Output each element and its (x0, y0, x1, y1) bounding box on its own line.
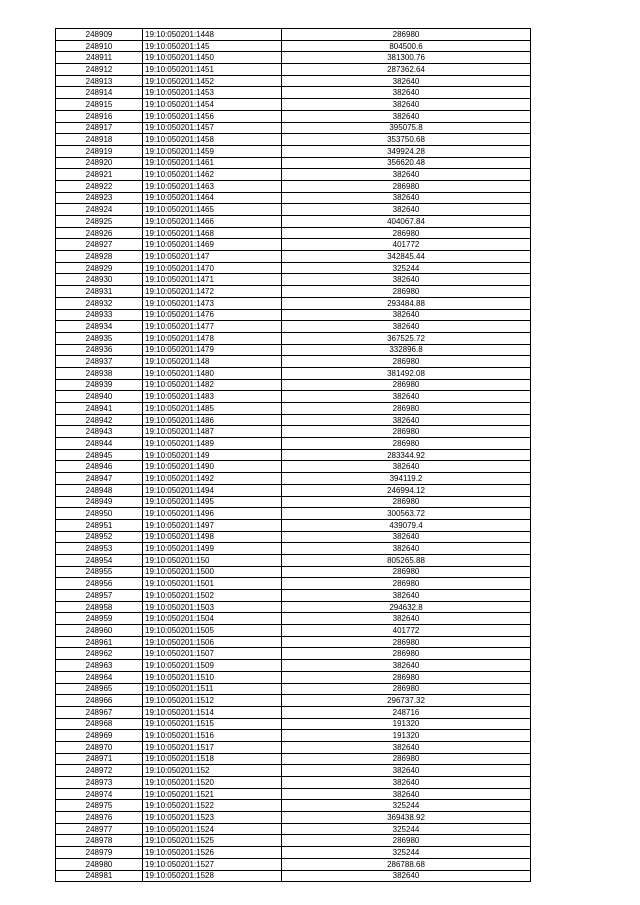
value-cell: 325244 (282, 823, 531, 835)
cadastral-number-cell: 19:10:050201:1509 (143, 660, 282, 672)
cadastral-number-cell: 19:10:050201:1517 (143, 741, 282, 753)
value-cell: 382640 (282, 613, 531, 625)
cadastral-number-cell: 19:10:050201:1510 (143, 671, 282, 683)
table-row (56, 636, 531, 648)
cadastral-number-cell: 19:10:050201:1497 (143, 519, 282, 531)
table-row (56, 180, 531, 192)
row-number-cell: 248918 (56, 134, 143, 146)
table-row (56, 367, 531, 379)
row-number-cell: 248975 (56, 800, 143, 812)
row-number-cell: 248934 (56, 321, 143, 333)
row-number-cell: 248973 (56, 777, 143, 789)
row-number-cell: 248931 (56, 286, 143, 298)
table-row (56, 706, 531, 718)
row-number-cell: 248942 (56, 414, 143, 426)
cadastral-number-cell: 19:10:050201:1520 (143, 777, 282, 789)
row-number-cell: 248922 (56, 180, 143, 192)
table-row (56, 262, 531, 274)
table-row (56, 426, 531, 438)
row-number-cell: 248967 (56, 706, 143, 718)
value-cell: 325244 (282, 800, 531, 812)
row-number-cell: 248946 (56, 461, 143, 473)
value-cell: 286980 (282, 227, 531, 239)
value-cell: 286980 (282, 29, 531, 41)
value-cell: 382640 (282, 204, 531, 216)
row-number-cell: 248911 (56, 52, 143, 64)
table-row (56, 52, 531, 64)
cadastral-number-cell: 19:10:050201:1485 (143, 403, 282, 415)
value-cell: 369438.92 (282, 812, 531, 824)
cadastral-number-cell: 19:10:050201:1514 (143, 706, 282, 718)
table-row (56, 800, 531, 812)
row-number-cell: 248950 (56, 508, 143, 520)
table-row (56, 484, 531, 496)
row-number-cell: 248915 (56, 99, 143, 111)
cadastral-number-cell: 19:10:050201:1473 (143, 297, 282, 309)
table-row (56, 683, 531, 695)
cadastral-number-cell: 19:10:050201:1499 (143, 543, 282, 555)
cadastral-number-cell: 19:10:050201:1472 (143, 286, 282, 298)
table-row (56, 449, 531, 461)
row-number-cell: 248932 (56, 297, 143, 309)
table-row (56, 777, 531, 789)
value-cell: 382640 (282, 788, 531, 800)
cadastral-number-cell: 19:10:050201:1461 (143, 157, 282, 169)
row-number-cell: 248964 (56, 671, 143, 683)
table-row (56, 718, 531, 730)
cadastral-number-cell: 19:10:050201:1458 (143, 134, 282, 146)
row-number-cell: 248977 (56, 823, 143, 835)
table-row (56, 671, 531, 683)
document-sheet (55, 28, 531, 882)
table-row (56, 788, 531, 800)
value-cell: 382640 (282, 99, 531, 111)
value-cell: 349924.28 (282, 145, 531, 157)
row-number-cell: 248953 (56, 543, 143, 555)
table-row (56, 543, 531, 555)
cadastral-number-cell: 19:10:050201:1468 (143, 227, 282, 239)
row-number-cell: 248966 (56, 695, 143, 707)
value-cell: 248716 (282, 706, 531, 718)
value-cell: 325244 (282, 262, 531, 274)
value-cell: 286980 (282, 753, 531, 765)
table-row (56, 134, 531, 146)
value-cell: 286980 (282, 636, 531, 648)
cadastral-number-cell: 19:10:050201:1527 (143, 858, 282, 870)
cadastral-number-cell: 19:10:050201:1526 (143, 847, 282, 859)
cadastral-number-cell: 19:10:050201:1507 (143, 648, 282, 660)
row-number-cell: 248937 (56, 356, 143, 368)
cadastral-number-cell: 19:10:050201:1483 (143, 391, 282, 403)
value-cell: 381300.76 (282, 52, 531, 64)
table-row (56, 251, 531, 263)
table-row (56, 344, 531, 356)
cadastral-number-cell: 19:10:050201:1525 (143, 835, 282, 847)
row-number-cell: 248941 (56, 403, 143, 415)
value-cell: 394119.2 (282, 473, 531, 485)
table-row (56, 145, 531, 157)
row-number-cell: 248954 (56, 554, 143, 566)
table-row (56, 847, 531, 859)
value-cell: 286980 (282, 648, 531, 660)
table-row (56, 356, 531, 368)
value-cell: 191320 (282, 718, 531, 730)
value-cell: 382640 (282, 660, 531, 672)
table-row (56, 403, 531, 415)
value-cell: 286980 (282, 180, 531, 192)
table-row (56, 391, 531, 403)
row-number-cell: 248936 (56, 344, 143, 356)
row-number-cell: 248981 (56, 870, 143, 882)
value-cell: 382640 (282, 590, 531, 602)
cadastral-number-cell: 19:10:050201:1476 (143, 309, 282, 321)
value-cell: 382640 (282, 169, 531, 181)
value-cell: 382640 (282, 321, 531, 333)
table-row (56, 519, 531, 531)
value-cell: 286980 (282, 379, 531, 391)
table-row (56, 122, 531, 134)
row-number-cell: 248945 (56, 449, 143, 461)
row-number-cell: 248965 (56, 683, 143, 695)
cadastral-number-cell: 19:10:050201:1506 (143, 636, 282, 648)
row-number-cell: 248956 (56, 578, 143, 590)
table-row (56, 870, 531, 882)
row-number-cell: 248951 (56, 519, 143, 531)
row-number-cell: 248960 (56, 625, 143, 637)
cadastral-number-cell: 19:10:050201:1498 (143, 531, 282, 543)
row-number-cell: 248920 (56, 157, 143, 169)
value-cell: 286980 (282, 578, 531, 590)
cadastral-number-cell: 19:10:050201:1450 (143, 52, 282, 64)
cadastral-number-cell: 19:10:050201:1466 (143, 216, 282, 228)
cadastral-number-cell: 19:10:050201:1479 (143, 344, 282, 356)
cadastral-number-cell: 19:10:050201:152 (143, 765, 282, 777)
cadastral-number-cell: 19:10:050201:1503 (143, 601, 282, 613)
cadastral-number-cell: 19:10:050201:1456 (143, 110, 282, 122)
table-row (56, 274, 531, 286)
table-row (56, 730, 531, 742)
cadastral-number-cell: 19:10:050201:1512 (143, 695, 282, 707)
row-number-cell: 248935 (56, 332, 143, 344)
cadastral-number-cell: 19:10:050201:1516 (143, 730, 282, 742)
value-cell: 382640 (282, 274, 531, 286)
table-row (56, 216, 531, 228)
value-cell: 382640 (282, 765, 531, 777)
cadastral-number-cell: 19:10:050201:1451 (143, 64, 282, 76)
value-cell: 382640 (282, 777, 531, 789)
table-row (56, 578, 531, 590)
value-cell: 286980 (282, 835, 531, 847)
row-number-cell: 248924 (56, 204, 143, 216)
table-row (56, 286, 531, 298)
value-cell: 382640 (282, 391, 531, 403)
value-cell: 381492.08 (282, 367, 531, 379)
cadastral-number-cell: 19:10:050201:1518 (143, 753, 282, 765)
value-cell: 294632.8 (282, 601, 531, 613)
value-cell: 286980 (282, 286, 531, 298)
row-number-cell: 248958 (56, 601, 143, 613)
row-number-cell: 248972 (56, 765, 143, 777)
table-row (56, 192, 531, 204)
row-number-cell: 248969 (56, 730, 143, 742)
table-row (56, 613, 531, 625)
cadastral-number-cell: 19:10:050201:1501 (143, 578, 282, 590)
value-cell: 804500.6 (282, 40, 531, 52)
value-cell: 382640 (282, 870, 531, 882)
value-cell: 332896.8 (282, 344, 531, 356)
table-row (56, 473, 531, 485)
row-number-cell: 248916 (56, 110, 143, 122)
value-cell: 382640 (282, 531, 531, 543)
table-row (56, 438, 531, 450)
value-cell: 287362.64 (282, 64, 531, 76)
cadastral-value-table (55, 28, 531, 882)
cadastral-number-cell: 19:10:050201:1522 (143, 800, 282, 812)
cadastral-number-cell: 19:10:050201:1490 (143, 461, 282, 473)
table-row (56, 29, 531, 41)
cadastral-number-cell: 19:10:050201:1469 (143, 239, 282, 251)
value-cell: 353750.68 (282, 134, 531, 146)
table-row (56, 531, 531, 543)
cadastral-number-cell: 19:10:050201:1523 (143, 812, 282, 824)
table-row (56, 648, 531, 660)
cadastral-number-cell: 19:10:050201:1477 (143, 321, 282, 333)
cadastral-number-cell: 19:10:050201:1452 (143, 75, 282, 87)
value-cell: 286788.68 (282, 858, 531, 870)
table-row (56, 332, 531, 344)
value-cell: 382640 (282, 543, 531, 555)
value-cell: 382640 (282, 309, 531, 321)
cadastral-number-cell: 19:10:050201:1457 (143, 122, 282, 134)
cadastral-number-cell: 19:10:050201:1504 (143, 613, 282, 625)
cadastral-number-cell: 19:10:050201:1528 (143, 870, 282, 882)
cadastral-number-cell: 19:10:050201:1502 (143, 590, 282, 602)
row-number-cell: 248947 (56, 473, 143, 485)
table-row (56, 508, 531, 520)
cadastral-number-cell: 19:10:050201:1515 (143, 718, 282, 730)
cadastral-number-cell: 19:10:050201:1465 (143, 204, 282, 216)
table-row (56, 64, 531, 76)
row-number-cell: 248949 (56, 496, 143, 508)
table-row (56, 87, 531, 99)
table-row (56, 765, 531, 777)
row-number-cell: 248925 (56, 216, 143, 228)
row-number-cell: 248938 (56, 367, 143, 379)
value-cell: 286980 (282, 566, 531, 578)
row-number-cell: 248910 (56, 40, 143, 52)
value-cell: 286980 (282, 671, 531, 683)
table-row (56, 461, 531, 473)
cadastral-number-cell: 19:10:050201:145 (143, 40, 282, 52)
row-number-cell: 248939 (56, 379, 143, 391)
value-cell: 283344.92 (282, 449, 531, 461)
cadastral-number-cell: 19:10:050201:147 (143, 251, 282, 263)
value-cell: 439079.4 (282, 519, 531, 531)
cadastral-number-cell: 19:10:050201:1470 (143, 262, 282, 274)
table-row (56, 660, 531, 672)
row-number-cell: 248957 (56, 590, 143, 602)
table-row (56, 110, 531, 122)
cadastral-number-cell: 19:10:050201:1459 (143, 145, 282, 157)
value-cell: 300563.72 (282, 508, 531, 520)
cadastral-number-cell: 19:10:050201:1505 (143, 625, 282, 637)
value-cell: 356620.48 (282, 157, 531, 169)
table-row (56, 309, 531, 321)
row-number-cell: 248944 (56, 438, 143, 450)
cadastral-number-cell: 19:10:050201:1454 (143, 99, 282, 111)
row-number-cell: 248952 (56, 531, 143, 543)
table-row (56, 379, 531, 391)
table-row (56, 99, 531, 111)
table-row (56, 496, 531, 508)
value-cell: 401772 (282, 625, 531, 637)
row-number-cell: 248921 (56, 169, 143, 181)
table-row (56, 554, 531, 566)
value-cell: 404067.84 (282, 216, 531, 228)
cadastral-number-cell: 19:10:050201:1492 (143, 473, 282, 485)
row-number-cell: 248959 (56, 613, 143, 625)
table-row (56, 823, 531, 835)
table-row (56, 227, 531, 239)
value-cell: 805265.88 (282, 554, 531, 566)
table-row (56, 566, 531, 578)
value-cell: 395075.8 (282, 122, 531, 134)
cadastral-number-cell: 19:10:050201:1495 (143, 496, 282, 508)
value-cell: 382640 (282, 110, 531, 122)
row-number-cell: 248912 (56, 64, 143, 76)
value-cell: 382640 (282, 414, 531, 426)
cadastral-number-cell: 19:10:050201:1487 (143, 426, 282, 438)
value-cell: 286980 (282, 683, 531, 695)
cadastral-number-cell: 19:10:050201:1524 (143, 823, 282, 835)
value-cell: 286980 (282, 426, 531, 438)
value-cell: 286980 (282, 403, 531, 415)
table-row (56, 204, 531, 216)
row-number-cell: 248917 (56, 122, 143, 134)
table-row (56, 625, 531, 637)
cadastral-number-cell: 19:10:050201:1471 (143, 274, 282, 286)
table-row (56, 590, 531, 602)
value-cell: 286980 (282, 496, 531, 508)
row-number-cell: 248927 (56, 239, 143, 251)
value-cell: 382640 (282, 75, 531, 87)
row-number-cell: 248913 (56, 75, 143, 87)
value-cell: 401772 (282, 239, 531, 251)
table-row (56, 753, 531, 765)
row-number-cell: 248933 (56, 309, 143, 321)
cadastral-number-cell: 19:10:050201:1480 (143, 367, 282, 379)
cadastral-number-cell: 19:10:050201:1462 (143, 169, 282, 181)
row-number-cell: 248980 (56, 858, 143, 870)
cadastral-number-cell: 19:10:050201:1521 (143, 788, 282, 800)
row-number-cell: 248929 (56, 262, 143, 274)
table-row (56, 835, 531, 847)
row-number-cell: 248976 (56, 812, 143, 824)
table-row (56, 239, 531, 251)
table-row (56, 75, 531, 87)
value-cell: 342845.44 (282, 251, 531, 263)
value-cell: 382640 (282, 741, 531, 753)
cadastral-number-cell: 19:10:050201:1478 (143, 332, 282, 344)
row-number-cell: 248971 (56, 753, 143, 765)
row-number-cell: 248970 (56, 741, 143, 753)
value-cell: 382640 (282, 461, 531, 473)
row-number-cell: 248928 (56, 251, 143, 263)
table-row (56, 741, 531, 753)
row-number-cell: 248963 (56, 660, 143, 672)
row-number-cell: 248962 (56, 648, 143, 660)
table-row (56, 601, 531, 613)
value-cell: 296737.32 (282, 695, 531, 707)
table-row (56, 157, 531, 169)
row-number-cell: 248978 (56, 835, 143, 847)
table-body (56, 29, 531, 882)
cadastral-number-cell: 19:10:050201:1453 (143, 87, 282, 99)
row-number-cell: 248979 (56, 847, 143, 859)
cadastral-number-cell: 19:10:050201:149 (143, 449, 282, 461)
table-row (56, 297, 531, 309)
cadastral-number-cell: 19:10:050201:1464 (143, 192, 282, 204)
cadastral-number-cell: 19:10:050201:1500 (143, 566, 282, 578)
value-cell: 286980 (282, 438, 531, 450)
value-cell: 246994.12 (282, 484, 531, 496)
row-number-cell: 248914 (56, 87, 143, 99)
value-cell: 286980 (282, 356, 531, 368)
cadastral-number-cell: 19:10:050201:1494 (143, 484, 282, 496)
cadastral-number-cell: 19:10:050201:150 (143, 554, 282, 566)
cadastral-number-cell: 19:10:050201:1496 (143, 508, 282, 520)
cadastral-number-cell: 19:10:050201:1489 (143, 438, 282, 450)
cadastral-number-cell: 19:10:050201:1486 (143, 414, 282, 426)
value-cell: 293484.88 (282, 297, 531, 309)
row-number-cell: 248974 (56, 788, 143, 800)
row-number-cell: 248948 (56, 484, 143, 496)
cadastral-number-cell: 19:10:050201:1448 (143, 29, 282, 41)
table-row (56, 695, 531, 707)
row-number-cell: 248961 (56, 636, 143, 648)
table-row (56, 858, 531, 870)
value-cell: 191320 (282, 730, 531, 742)
row-number-cell: 248919 (56, 145, 143, 157)
row-number-cell: 248940 (56, 391, 143, 403)
value-cell: 325244 (282, 847, 531, 859)
table-row (56, 414, 531, 426)
table-row (56, 812, 531, 824)
row-number-cell: 248923 (56, 192, 143, 204)
row-number-cell: 248926 (56, 227, 143, 239)
value-cell: 367525.72 (282, 332, 531, 344)
table-row (56, 40, 531, 52)
cadastral-number-cell: 19:10:050201:1463 (143, 180, 282, 192)
table-row (56, 169, 531, 181)
table-row (56, 321, 531, 333)
value-cell: 382640 (282, 87, 531, 99)
cadastral-number-cell: 19:10:050201:1511 (143, 683, 282, 695)
row-number-cell: 248968 (56, 718, 143, 730)
cadastral-number-cell: 19:10:050201:1482 (143, 379, 282, 391)
row-number-cell: 248909 (56, 29, 143, 41)
cadastral-number-cell: 19:10:050201:148 (143, 356, 282, 368)
value-cell: 382640 (282, 192, 531, 204)
row-number-cell: 248930 (56, 274, 143, 286)
row-number-cell: 248955 (56, 566, 143, 578)
row-number-cell: 248943 (56, 426, 143, 438)
